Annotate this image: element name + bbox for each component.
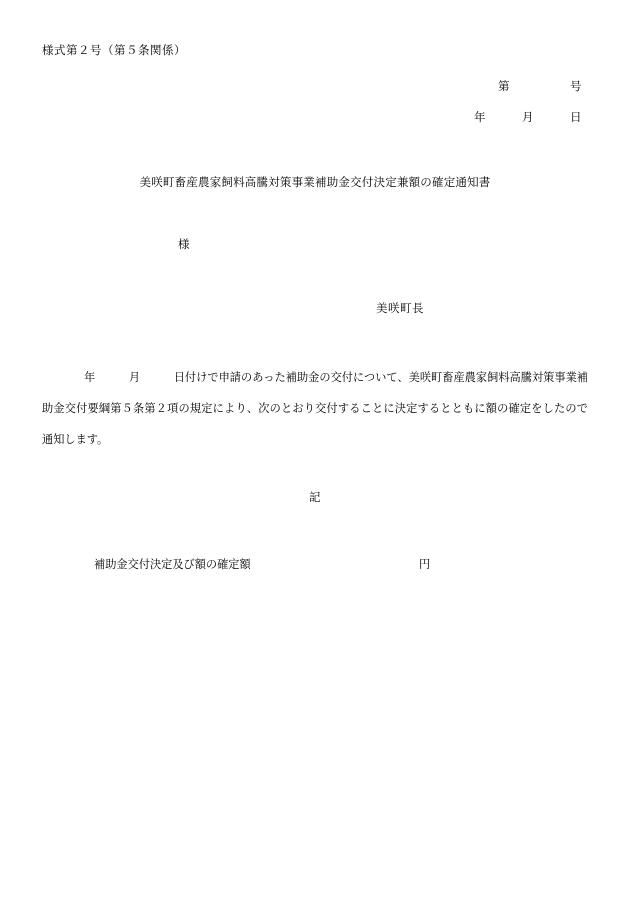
body-paragraph-text: 年 月 日付けで申請のあった補助金の交付について、美咲町畜産農家飼料高騰対策事業補助金交付要綱第５条第２項の規定により、次のとおり交付することに決定するとともに額の確定をしたので通知します。	[42, 371, 588, 446]
amount-unit: 円	[419, 558, 431, 571]
document-body	[42, 0, 588, 903]
amount-label: 補助金交付決定及び額の確定額	[94, 558, 251, 571]
body-paragraph	[42, 362, 588, 455]
issuer-name: 美咲町長	[376, 301, 424, 315]
document-number-field: 第 号	[498, 79, 582, 93]
document-date-field: 年 月 日	[474, 110, 582, 124]
amount-row	[94, 556, 588, 572]
page-title: 美咲町畜産農家飼料高騰対策事業補助金交付決定兼額の確定通知書	[139, 175, 491, 189]
addressee-honorific: 様	[178, 237, 190, 251]
ki-mark: 記	[309, 490, 321, 504]
form-number: 様式第２号（第５条関係）	[42, 43, 186, 57]
